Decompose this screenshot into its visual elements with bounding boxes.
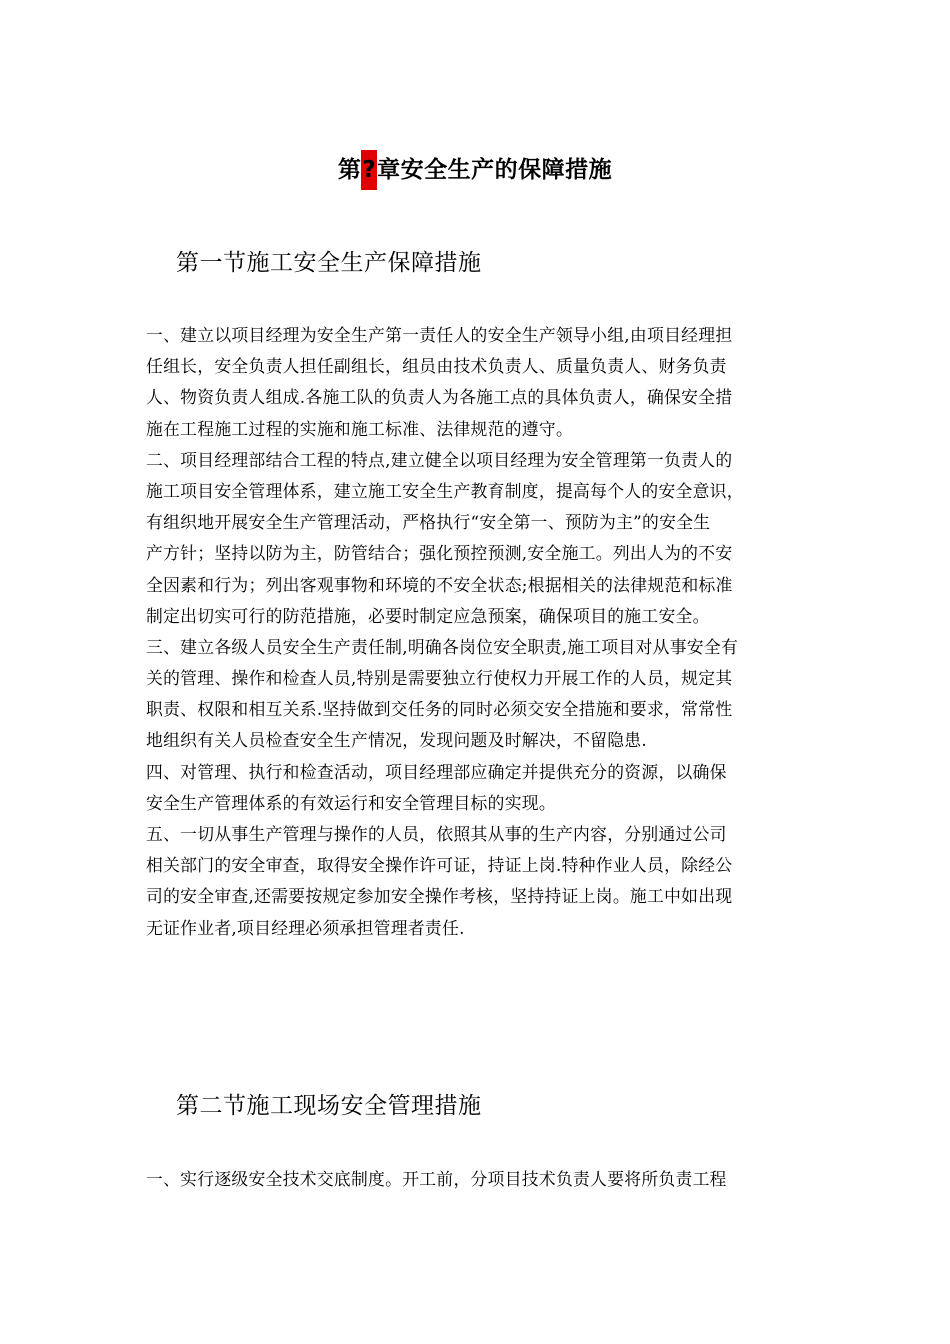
body-line: 施工项目安全管理体系，建立施工安全生产教育制度，提高每个人的安全意识， <box>146 480 744 501</box>
body-line: 施在工程施工过程的实施和施工标准、法律规范的遵守。 <box>146 418 574 439</box>
body-line: 职责、权限和相互关系.坚持做到交任务的同时必须交安全措施和要求，常常性 <box>146 699 733 720</box>
body-line: 全因素和行为；列出客观事物和环境的不安全状态;根据相关的法律规范和标准 <box>146 574 733 595</box>
section-title-1: 第一节施工安全生产保障措施 <box>176 250 482 276</box>
body-line: 一、实行逐级安全技术交底制度。开工前，分项目技术负责人要将所负责工程 <box>146 1169 727 1189</box>
body-line: 产方针；坚持以防为主，防管结合；强化预控预测,安全施工。列出人为的不安 <box>146 543 733 564</box>
body-line: 四、对管理、执行和检查活动，项目经理部应确定并提供充分的资源，以确保 <box>146 761 727 782</box>
body-line: 司的安全审查,还需要按规定参加安全操作考核，坚持持证上岗。施工中如出现 <box>146 886 733 907</box>
chapter-title-suffix: 章安全生产的保障措施 <box>377 157 613 183</box>
body-line: 二、项目经理部结合工程的特点,建立健全以项目经理为安全管理第一负责人的 <box>146 449 733 470</box>
body-line: 任组长，安全负责人担任副组长，组员由技术负责人、质量负责人、财务负责 <box>146 356 727 377</box>
body-line: 有组织地开展安全生产管理活动，严格执行“安全第一、预防为主”的安全生 <box>146 512 711 533</box>
body-line: 安全生产管理体系的有效运行和安全管理目标的实现。 <box>146 792 556 813</box>
chapter-title-prefix: 第 <box>337 157 362 183</box>
section-1-body <box>146 320 822 944</box>
chapter-number-mark: ? <box>361 150 377 190</box>
body-line: 关的管理、操作和检查人员,特别是需要独立行使权力开展工作的人员，规定其 <box>146 668 733 689</box>
body-line: 五、一切从事生产管理与操作的人员，依照其从事的生产内容，分别通过公司 <box>146 824 727 844</box>
body-line: 三、建立各级人员安全生产责任制,明确各岗位安全职责,施工项目对从事安全有 <box>146 636 739 657</box>
body-line: 制定出切实可行的防范措施，必要时制定应急预案，确保项目的施工安全。 <box>146 605 710 626</box>
body-line: 相关部门的安全审查，取得安全操作许可证，持证上岗.特种作业人员，除经公 <box>146 855 733 876</box>
body-line: 地组织有关人员检查安全生产情况，发现问题及时解决，不留隐患. <box>146 730 647 751</box>
chapter-title <box>0 150 950 190</box>
body-line: 人、物资负责人组成.各施工队的负责人为各施工点的具体负责人，确保安全措 <box>146 387 733 408</box>
body-line: 一、建立以项目经理为安全生产第一责任人的安全生产领导小组,由项目经理担 <box>146 325 733 345</box>
section-2-body <box>146 1164 822 1195</box>
body-line: 无证作业者,项目经理必须承担管理者责任. <box>146 917 465 938</box>
section-title-2: 第二节施工现场安全管理措施 <box>176 1093 482 1119</box>
